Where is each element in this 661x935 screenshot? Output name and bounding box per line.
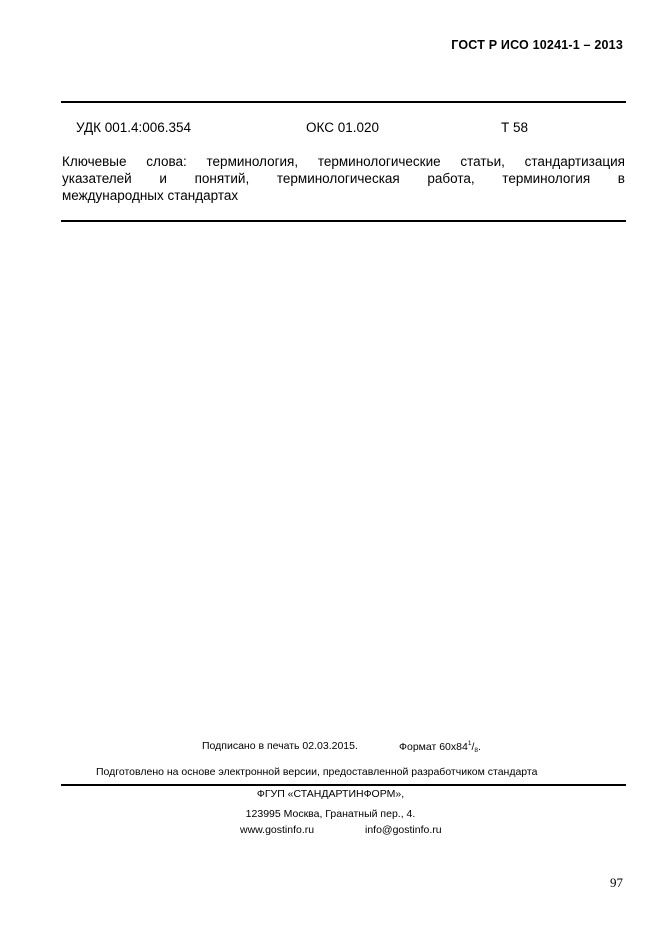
keywords-line-2 xyxy=(62,170,625,187)
paper-format xyxy=(399,740,481,754)
keyword-word: стандартизация xyxy=(524,154,625,169)
publisher-address: 123995 Москва, Гранатный пер., 4. xyxy=(245,808,416,820)
document-header: ГОСТ Р ИСО 10241-1 – 2013 xyxy=(451,38,623,52)
keyword-word: работа, xyxy=(427,171,475,186)
oks-code: ОКС 01.020 xyxy=(306,120,380,135)
t-code: Т 58 xyxy=(501,120,529,135)
publisher-name: ФГУП «СТАНДАРТИНФОРМ», xyxy=(256,788,405,800)
format-suffix: . xyxy=(478,741,481,753)
keyword-word: терминология, xyxy=(206,154,299,169)
keywords-block xyxy=(62,153,625,204)
keyword-word: слова: xyxy=(146,154,187,169)
publisher-website: www.gostinfo.ru xyxy=(240,824,315,836)
page-number: 97 xyxy=(610,875,623,890)
publisher-divider xyxy=(61,784,626,786)
signed-date: Подписано в печать 02.03.2015. xyxy=(202,740,358,752)
keyword-word: терминология xyxy=(502,171,591,186)
keyword-word: статьи, xyxy=(460,154,505,169)
keyword-word: понятий, xyxy=(194,171,250,186)
udc-code: УДК 001.4:006.354 xyxy=(76,120,192,135)
keywords-divider xyxy=(61,220,626,222)
format-numerator: 1 xyxy=(467,740,472,747)
keyword-word: в xyxy=(617,171,625,186)
format-slash: / xyxy=(471,741,475,753)
keyword-word: и xyxy=(159,171,167,186)
format-denominator: 8 xyxy=(474,747,478,754)
keywords-line-1 xyxy=(62,153,625,170)
publisher-email: info@gostinfo.ru xyxy=(365,824,442,836)
keyword-word: терминологические xyxy=(317,154,441,169)
top-divider xyxy=(61,101,626,103)
prepared-note: Подготовлено на основе электронной версии, предоставленной разработчиком стандарта xyxy=(96,766,538,778)
format-prefix: Формат 60х84 xyxy=(399,741,468,753)
keywords-line-3: международных стандартах xyxy=(62,188,239,203)
keyword-word: Ключевые xyxy=(62,154,127,169)
keyword-word: терминологическая xyxy=(276,171,400,186)
keyword-word: указателей xyxy=(62,171,132,186)
